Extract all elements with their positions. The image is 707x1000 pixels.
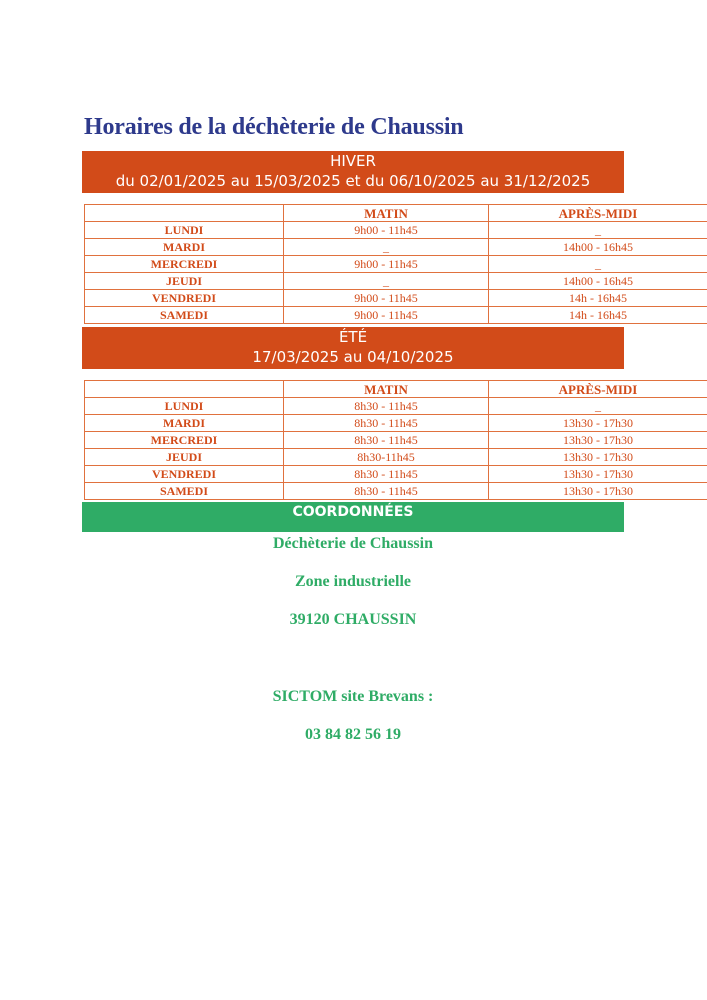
morning-cell: 9h00 - 11h45	[284, 256, 489, 273]
morning-cell: _	[284, 239, 489, 256]
day-cell: JEUDI	[85, 273, 284, 290]
day-cell: VENDREDI	[85, 290, 284, 307]
winter-season-name: HIVER	[330, 152, 376, 170]
afternoon-cell: 13h30 - 17h30	[489, 415, 707, 432]
sictom-label: SICTOM site Brevans :	[272, 688, 434, 705]
header-day	[85, 381, 284, 398]
day-cell: SAMEDI	[85, 307, 284, 324]
facility-zone: Zone industrielle	[294, 573, 411, 590]
afternoon-cell: 13h30 - 17h30	[489, 466, 707, 483]
day-cell: MERCREDI	[85, 432, 284, 449]
table-row	[85, 483, 707, 500]
morning-cell: 8h30 - 11h45	[284, 432, 489, 449]
day-cell: MERCREDI	[85, 256, 284, 273]
morning-cell: 9h00 - 11h45	[284, 222, 489, 239]
table-row	[85, 273, 707, 290]
phone-number: 03 84 82 56 19	[305, 726, 401, 743]
afternoon-cell: 14h - 16h45	[489, 290, 707, 307]
afternoon-cell: _	[489, 222, 707, 239]
afternoon-cell: 13h30 - 17h30	[489, 432, 707, 449]
header-afternoon: APRÈS-MIDI	[489, 205, 707, 222]
summer-season-banner	[82, 327, 624, 369]
header-day	[85, 205, 284, 222]
table-row	[85, 449, 707, 466]
afternoon-cell: 14h00 - 16h45	[489, 273, 707, 290]
day-cell: LUNDI	[85, 222, 284, 239]
table-row	[85, 432, 707, 449]
header-afternoon: APRÈS-MIDI	[489, 381, 707, 398]
day-cell: MARDI	[85, 239, 284, 256]
morning-cell: _	[284, 273, 489, 290]
afternoon-cell: 14h - 16h45	[489, 307, 707, 324]
table-row	[85, 415, 707, 432]
day-cell: MARDI	[85, 415, 284, 432]
afternoon-cell: 13h30 - 17h30	[489, 483, 707, 500]
table-row	[85, 222, 707, 239]
afternoon-cell: _	[489, 398, 707, 415]
morning-cell: 8h30 - 11h45	[284, 398, 489, 415]
afternoon-cell: 13h30 - 17h30	[489, 449, 707, 466]
morning-cell: 8h30 - 11h45	[284, 466, 489, 483]
afternoon-cell: 14h00 - 16h45	[489, 239, 707, 256]
facility-city: 39120 CHAUSSIN	[289, 611, 417, 628]
header-morning: MATIN	[284, 381, 489, 398]
morning-cell: 9h00 - 11h45	[284, 307, 489, 324]
day-cell: VENDREDI	[85, 466, 284, 483]
table-row	[85, 307, 707, 324]
morning-cell: 9h00 - 11h45	[284, 290, 489, 307]
table-row	[85, 239, 707, 256]
winter-season-dates: du 02/01/2025 au 15/03/2025 et du 06/10/2025 au 31/12/2025	[115, 172, 591, 190]
table-header-row	[85, 205, 707, 222]
table-header-row	[85, 381, 707, 398]
table-row	[85, 256, 707, 273]
header-morning: MATIN	[284, 205, 489, 222]
morning-cell: 8h30 - 11h45	[284, 483, 489, 500]
contact-heading: COORDONNÉES	[82, 502, 624, 532]
afternoon-cell: _	[489, 256, 707, 273]
day-cell: SAMEDI	[85, 483, 284, 500]
day-cell: LUNDI	[85, 398, 284, 415]
winter-season-banner	[82, 151, 624, 193]
summer-season-name: ÉTÉ	[338, 328, 368, 346]
facility-name: Déchèterie de Chaussin	[273, 535, 433, 552]
summer-season-dates: 17/03/2025 au 04/10/2025	[252, 348, 454, 366]
page-title: Horaires de la déchèterie de Chaussin	[84, 114, 464, 140]
table-row	[85, 398, 707, 415]
morning-cell: 8h30-11h45	[284, 449, 489, 466]
winter-schedule-table	[84, 204, 707, 324]
morning-cell: 8h30 - 11h45	[284, 415, 489, 432]
table-row	[85, 466, 707, 483]
table-row	[85, 290, 707, 307]
summer-schedule-table	[84, 380, 707, 500]
day-cell: JEUDI	[85, 449, 284, 466]
